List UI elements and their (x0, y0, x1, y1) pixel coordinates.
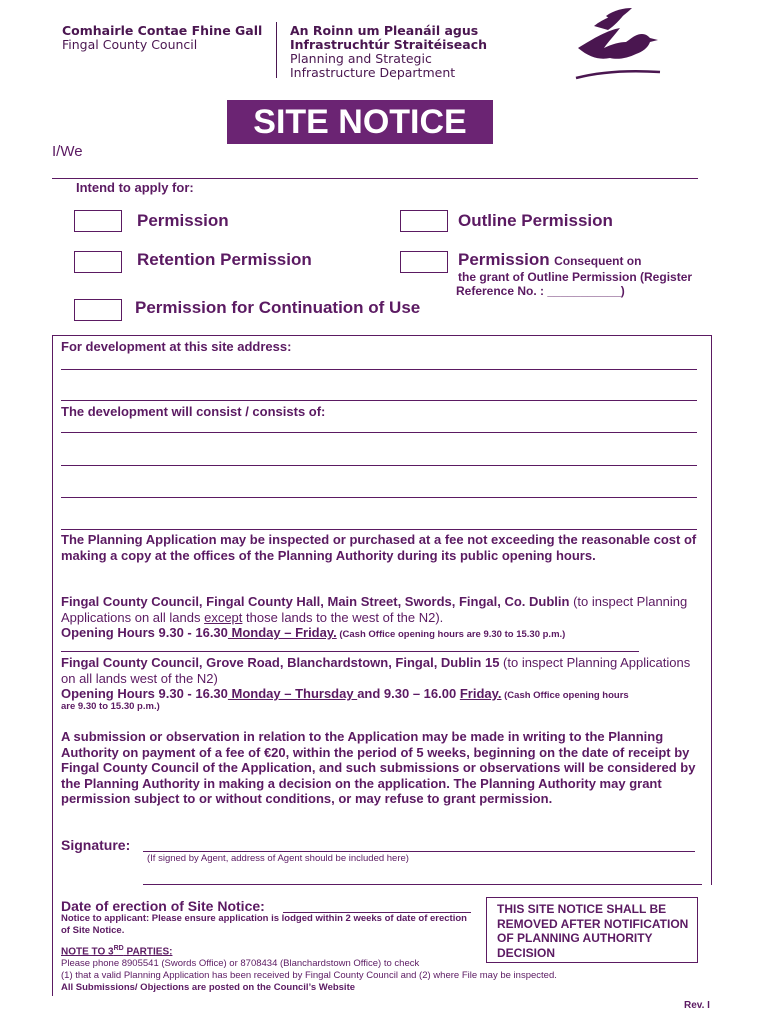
revision-label: Rev. I (684, 1000, 710, 1011)
page-title: SITE NOTICE (227, 100, 493, 144)
office2-hours-label: Opening Hours 9.30 - 16.30 (61, 686, 228, 701)
third-party-label-pre: NOTE TO 3 (61, 946, 114, 958)
permission-consequent-label (458, 250, 641, 270)
third-party-label-post: PARTIES: (123, 946, 173, 958)
permission-consequent-small: Consequent on (554, 254, 642, 268)
office1-hours (61, 625, 706, 643)
notice-applicant: Notice to applicant: Please ensure application is lodged within 2 weeks of date of erection of Site Notice. (61, 913, 467, 936)
third-party-line3: All Submissions/ Objections are posted on the Council’s Website (61, 982, 356, 993)
dept-name-english-1: Planning and Strategic (290, 51, 432, 66)
office-separator (61, 651, 639, 652)
office1-desc-a: (to inspect Planning Applications on all lands (61, 594, 688, 625)
org-name-english: Fingal County Council (62, 37, 198, 52)
development-line-3[interactable] (61, 497, 697, 498)
bird-logo-icon (574, 8, 664, 82)
signature-label: Signature: (61, 837, 131, 853)
development-line-1[interactable] (61, 432, 697, 433)
outline-permission-label: Outline Permission (458, 211, 613, 230)
office2-hours-and: and 9.30 – 16.00 (357, 686, 460, 701)
office1-hours-label: Opening Hours 9.30 - 16.30 (61, 625, 228, 640)
site-address-line-2[interactable] (61, 400, 697, 401)
office1-cash: (Cash Office opening hours are 9.30 to 15.30 p.m.) (336, 629, 566, 640)
date-label: Date of erection of Site Notice: (61, 898, 265, 914)
retention-permission-checkbox[interactable] (74, 251, 122, 273)
office2-block (61, 655, 701, 686)
office2-hours-days: Monday – Thursday (227, 686, 358, 701)
header-divider (276, 22, 277, 78)
signature-line[interactable] (143, 851, 695, 852)
dept-name-english-2: Infrastructure Department (290, 65, 456, 80)
third-party-label-sup: RD (113, 945, 124, 952)
submission-text: A submission or observation in relation to the Application may be made in writing to the Planning Authority on payment of a fee of €20, within the period of 5 weeks, beginning on the date of receipt by Fingal County Council of the Application, and such submissions or observations will be considered by the Planning Authority in making a decision on the application. The Planning Authority may grant permission subject to or without conditions, or may refuse to grant permission. (61, 729, 696, 806)
continuation-permission-label: Permission for Continuation of Use (135, 298, 421, 317)
dept-name-irish-1: An Roinn um Pleanáil agus (290, 23, 479, 38)
intend-label: Intend to apply for: (76, 180, 194, 195)
office2-cash-a: (Cash Office opening hours (501, 690, 629, 701)
agent-note: (If signed by Agent, address of Agent should be included here) (147, 853, 409, 864)
office1-desc-b: those lands to the west of the N2). (242, 609, 444, 625)
agent-address-line[interactable] (143, 884, 702, 885)
office2-cash-b: are 9.30 to 15.30 p.m.) (61, 701, 160, 712)
office1-hours-days: Monday – Friday. (227, 625, 337, 640)
permission-consequent-line2: the grant of Outline Permission (Register (458, 270, 693, 284)
applicant-name-line[interactable] (52, 178, 698, 179)
dept-name-irish-2: Infrastruchtúr Straitéiseach (290, 37, 488, 52)
outline-permission-checkbox[interactable] (400, 210, 448, 232)
retention-permission-label: Retention Permission (137, 250, 312, 269)
third-party-label (61, 945, 172, 957)
org-name-irish: Comhairle Contae Fhine Gall (62, 23, 263, 38)
site-address-line-1[interactable] (61, 369, 697, 370)
permission-consequent-main: Permission (458, 250, 550, 269)
office2-name: Fingal County Council, Grove Road, Blanchardstown, Fingal, Dublin 15 (61, 655, 500, 670)
permission-checkbox[interactable] (74, 210, 122, 232)
office1-except: except (204, 609, 243, 625)
office1-name: Fingal County Council, Fingal County Hall, Main Street, Swords, Fingal, Co. Dublin (61, 594, 570, 609)
development-line-4[interactable] (61, 529, 697, 530)
inspection-text: The Planning Application may be inspected or purchased at a fee not exceeding the reasonable cost of making a copy at the offices of the Planning Authority during its public opening hours. (61, 532, 697, 563)
applicant-label: I/We (52, 143, 83, 160)
development-label: The development will consist / consists of: (61, 404, 326, 419)
removal-notice: THIS SITE NOTICE SHALL BE REMOVED AFTER NOTIFICATION OF PLANNING AUTHORITY DECISION (486, 897, 698, 963)
development-line-2[interactable] (61, 465, 697, 466)
office2-hours-friday: Friday. (459, 686, 502, 701)
third-party-line1: Please phone 8905541 (Swords Office) or 8708434 (Blanchardstown Office) to check (61, 958, 420, 969)
office2-desc: (to inspect Planning Applications on all lands west of the N2) (61, 655, 691, 686)
permission-consequent-checkbox[interactable] (400, 251, 448, 273)
continuation-permission-checkbox[interactable] (74, 299, 122, 321)
third-party-line2: (1) that a valid Planning Application has been received by Fingal County Council and (2) where File may be inspected. (61, 970, 557, 981)
site-address-label: For development at this site address: (61, 339, 292, 354)
office1-block (61, 594, 701, 625)
permission-label: Permission (137, 211, 229, 230)
permission-consequent-line3: Reference No. : ___________) (456, 284, 625, 298)
